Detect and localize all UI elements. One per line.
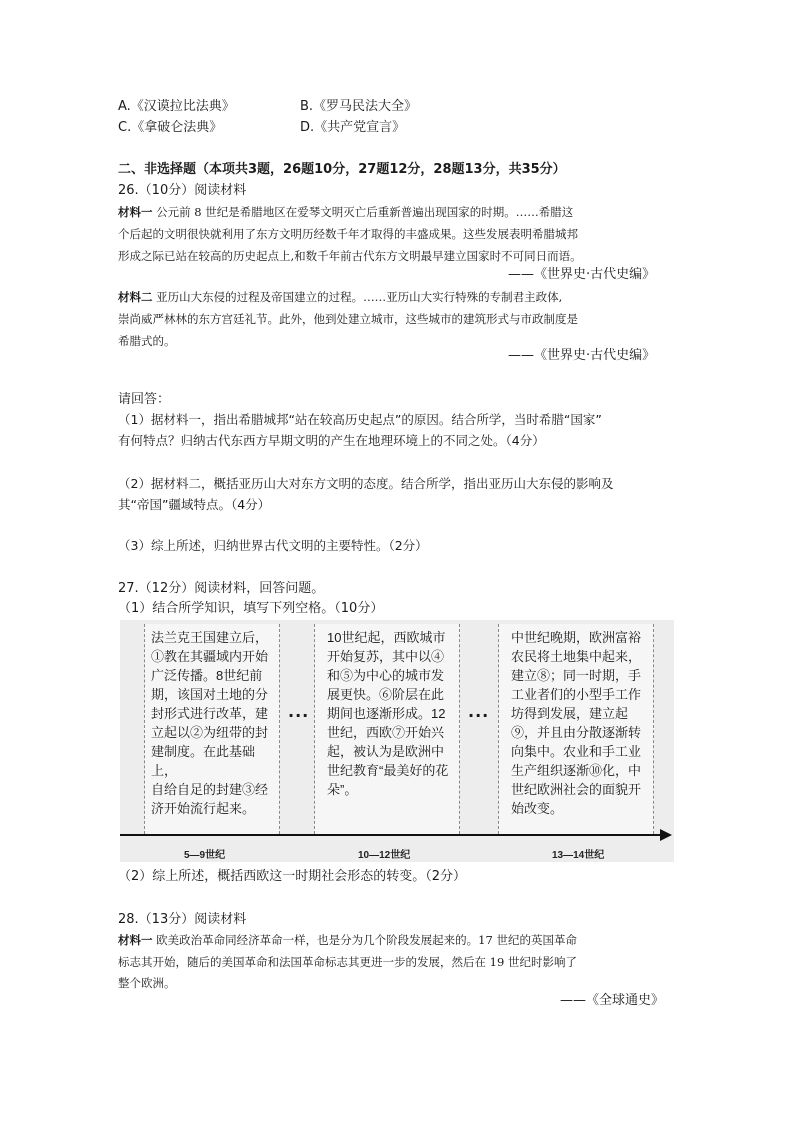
q26-part1-line2: 有何特点？归纳古代东西方早期文明的产生在地理环境上的不同之处。（4分） <box>118 433 545 448</box>
q28-material1-line2: 标志其开始，随后的美国革命和法国革命标志其更进一步的发展，然后在 19 世纪时影响了 <box>118 955 577 969</box>
q27-header: 27.（12分）阅读材料，回答问题。 <box>118 581 325 596</box>
q26-material2-line3: 希腊式的。 <box>118 334 176 348</box>
option-c: C.《拿破仑法典》 <box>118 120 223 135</box>
timeline-text-1 <box>151 628 279 818</box>
timeline-box-3 <box>498 624 654 834</box>
text-line: 法兰克王国建立后， <box>151 630 269 645</box>
text-line: 建立⑧；同一时期，手 <box>511 668 642 683</box>
q26-ask: 请回答： <box>118 392 171 407</box>
text-line: 向集中。农业和手工业 <box>511 744 642 759</box>
timeline-label-2: 10—12世纪 <box>358 850 411 861</box>
option-d: D.《共产党宣言》 <box>300 120 406 135</box>
q26-part3: （3）综上所述，归纳世界古代文明的主要特性。（2分） <box>118 538 428 553</box>
material-label: 材料一 <box>118 933 153 947</box>
q26-material2-source: ——《世界史·古代史编》 <box>508 348 656 363</box>
text-line: 期间也逐渐形成。12 <box>327 706 446 721</box>
text-line: 工业者们的小型手工作 <box>511 687 642 702</box>
text-line: 展更快。⑥阶层在此 <box>327 687 445 702</box>
timeline-box-2 <box>314 624 460 834</box>
option-a: A.《汉谟拉比法典》 <box>118 99 235 114</box>
q26-part1-line1: （1）据材料一，指出希腊城邦“站在较高历史起点”的原因。结合所学，当时希腊“国家” <box>118 412 602 427</box>
timeline-ellipsis-1: ··· <box>288 706 310 725</box>
text-line: 封形式进行改革，建 <box>151 706 269 721</box>
section-title: 二、非选择题（本项共3题，26题10分，27题12分，28题13分，共35分） <box>118 162 566 177</box>
material-text: 亚历山大东侵的过程及帝国建立的过程。……亚历山大实行特殊的专制君主政体, <box>156 290 563 304</box>
text-line: 始改变。 <box>511 801 564 816</box>
text-line: 中世纪晚期，欧洲富裕 <box>511 630 642 645</box>
q28-material1-line3: 整个欧洲。 <box>118 976 176 990</box>
timeline-text-2 <box>327 628 459 799</box>
text-line: 起，被认为是欧洲中 <box>327 744 445 759</box>
q26-header: 26.（10分）阅读材料 <box>118 183 247 198</box>
q26-part2-line1: （2）据材料二，概括亚历山大对东方文明的态度。结合所学，指出亚历山大东侵的影响及 <box>118 476 614 491</box>
timeline-box-1 <box>144 624 280 834</box>
q26-material1-line3: 形成之际已站在较高的历史起点上,和数千年前古代东方文明最早建立国家时不可同日而语。 <box>118 249 582 263</box>
text-line: 广泛传播。8世纪前 <box>151 668 263 683</box>
text-line: 自给自足的封建③经 <box>151 782 269 797</box>
material-text: 欧美政治革命同经济革命一样，也是分为几个阶段发展起来的。17 世纪的英国革命 <box>156 933 577 947</box>
text-line: 10世纪起，西欧城市 <box>327 630 446 645</box>
q26-material1-source: ——《世界史·古代史编》 <box>508 267 656 282</box>
text-line: 农民将土地集中起来， <box>511 649 642 664</box>
text-line: ①教在其疆域内开始 <box>151 649 269 664</box>
text-line: 建制度。在此基础上， <box>151 744 256 778</box>
q27-part1: （1）结合所学知识，填写下列空格。（10分） <box>118 601 384 616</box>
material-label: 材料一 <box>118 205 153 219</box>
q28-header: 28.（13分）阅读材料 <box>118 912 247 927</box>
timeline-ellipsis-2: ··· <box>468 706 490 725</box>
q26-material2-line2: 崇尚威严林林的东方宫廷礼节。此外，他到处建立城市，这些城市的建筑形式与市政制度是 <box>118 312 578 326</box>
text-line: 世纪教育“最美好的花 <box>327 763 449 778</box>
timeline-arrow-icon <box>660 829 672 841</box>
timeline-label-1: 5—9世纪 <box>184 850 226 861</box>
text-line: 生产组织逐渐⑩化，中 <box>511 763 642 778</box>
option-b: B.《罗马民法大全》 <box>300 99 418 114</box>
text-line: 和⑤为中心的城市发 <box>327 668 445 683</box>
q26-part2-line2: 其“帝国”疆域特点。（4分） <box>118 497 271 512</box>
timeline-axis <box>120 834 662 836</box>
text-line: 济开始流行起来。 <box>151 801 256 816</box>
text-line: 期，该国对土地的分 <box>151 687 269 702</box>
q26-material2-line1 <box>118 286 562 308</box>
q26-material1-line1 <box>118 201 573 223</box>
timeline-text-3 <box>511 628 653 818</box>
q26-material1-line2: 个后起的文明很快就利用了东方文明历经数千年才取得的丰盛成果。这些发展表明希腊城邦 <box>118 227 578 241</box>
timeline-label-3: 13—14世纪 <box>552 850 605 861</box>
q28-material1-line1 <box>118 929 577 951</box>
text-line: 世纪，西欧⑦开始兴 <box>327 725 445 740</box>
q28-material1-source: ——《全球通史》 <box>560 993 665 1008</box>
text-line: 世纪欧洲社会的面貌开 <box>511 782 642 797</box>
text-line: 坊得到发展，建立起 <box>511 706 629 721</box>
text-line: 立起以②为纽带的封 <box>151 725 269 740</box>
q27-part2: （2）综上所述，概括西欧这一时期社会形态的转变。（2分） <box>118 869 467 884</box>
material-label: 材料二 <box>118 290 153 304</box>
text-line: ⑨，并且由分散逐渐转 <box>511 725 642 740</box>
material-text: 公元前 8 世纪是希腊地区在爱琴文明灭亡后重新普遍出现国家的时期。……希腊这 <box>156 205 574 219</box>
timeline-figure <box>120 620 674 862</box>
text-line: 开始复苏，其中以④ <box>327 649 445 664</box>
text-line: 朵”。 <box>327 782 358 797</box>
